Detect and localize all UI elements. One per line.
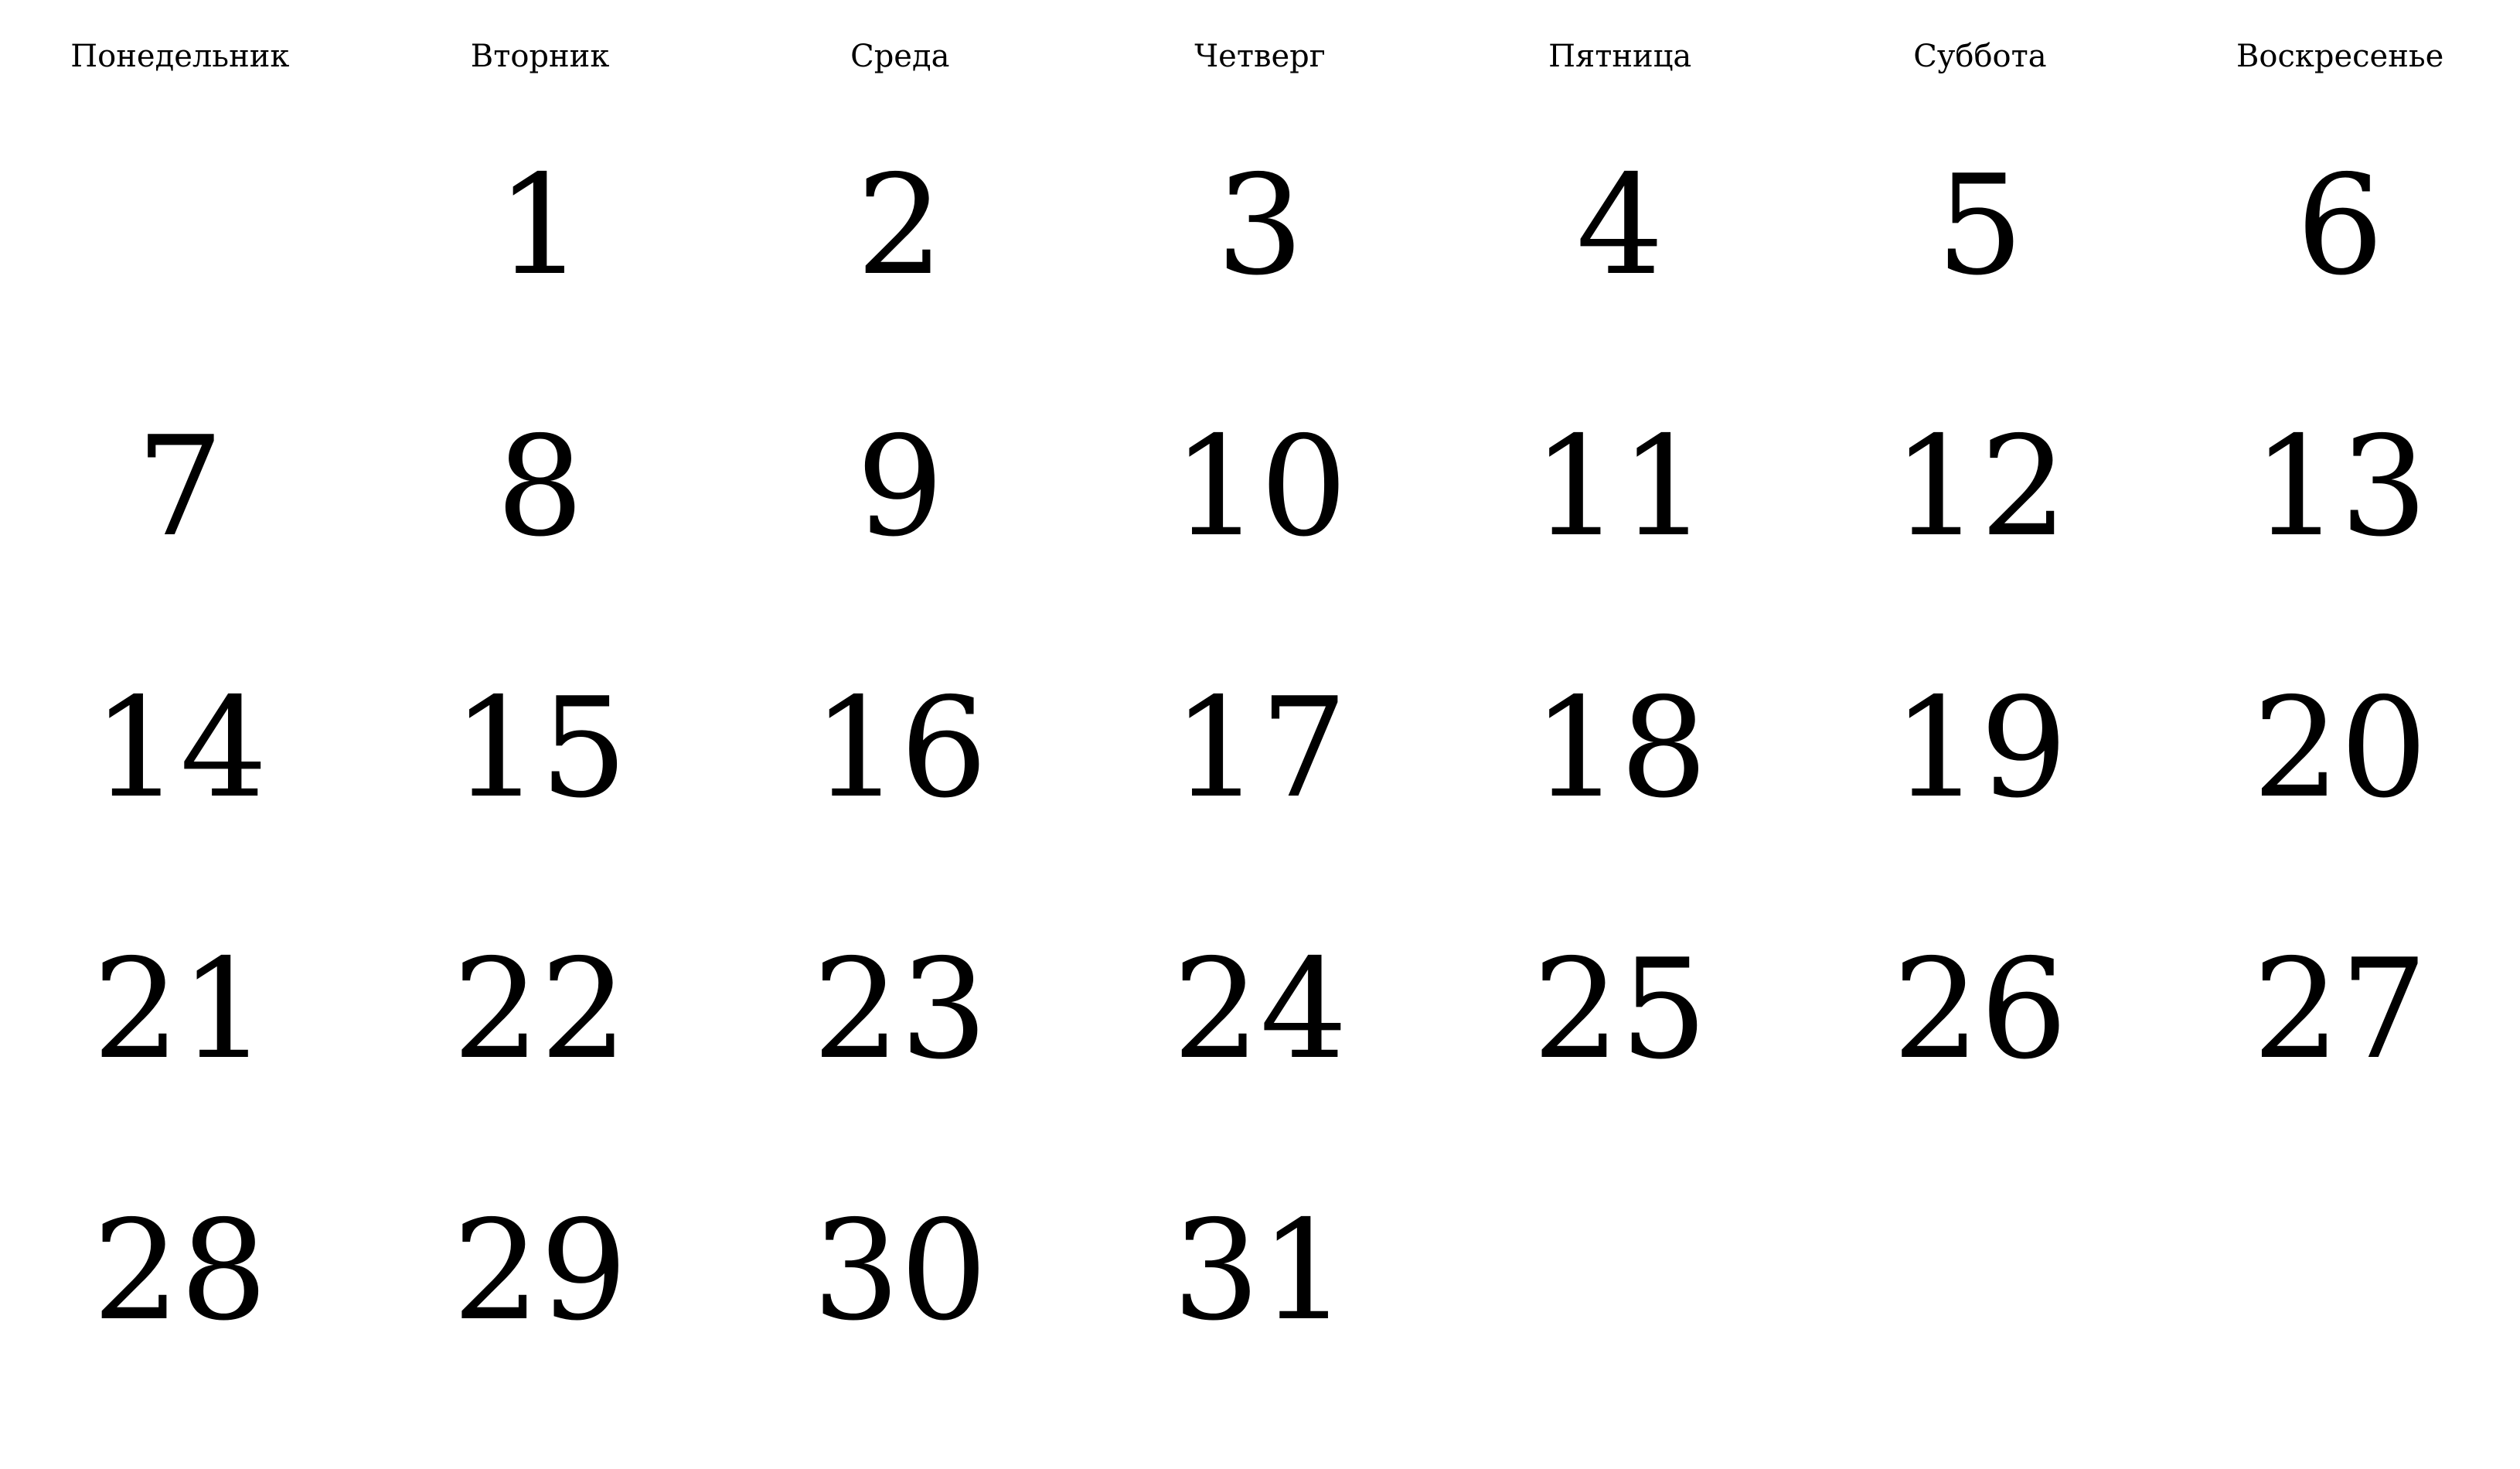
day-cell: 11 bbox=[1532, 407, 1708, 567]
day-cell: 17 bbox=[1172, 668, 1348, 828]
day-cell: 30 bbox=[812, 1191, 988, 1351]
weekday-thursday: Четверг bbox=[1194, 39, 1326, 74]
weekday-tuesday: Вторник bbox=[470, 39, 610, 74]
day-cell: 20 bbox=[2252, 668, 2428, 828]
day-cell: 21 bbox=[92, 929, 268, 1089]
day-cell: 22 bbox=[452, 929, 628, 1089]
weekday-wednesday: Среда bbox=[850, 39, 950, 74]
day-cell: 13 bbox=[2252, 407, 2428, 567]
day-cell: 16 bbox=[812, 668, 988, 828]
day-cell: 31 bbox=[1172, 1191, 1348, 1351]
day-cell: 12 bbox=[1892, 407, 2068, 567]
weekday-friday: Пятница bbox=[1548, 39, 1692, 74]
day-cell: 26 bbox=[1892, 929, 2068, 1089]
days-grid bbox=[0, 135, 2520, 1442]
day-cell: 24 bbox=[1172, 929, 1348, 1089]
day-cell: 14 bbox=[92, 668, 268, 828]
day-cell: 27 bbox=[2252, 929, 2428, 1089]
day-cell: 2 bbox=[856, 145, 944, 305]
day-cell: 25 bbox=[1532, 929, 1708, 1089]
day-cell: 23 bbox=[812, 929, 988, 1089]
weekday-sunday: Воскресенье bbox=[2236, 39, 2444, 74]
day-cell: 4 bbox=[1576, 145, 1664, 305]
day-cell: 10 bbox=[1172, 407, 1348, 567]
day-cell: 19 bbox=[1892, 668, 2068, 828]
day-cell: 8 bbox=[495, 407, 584, 567]
weekday-monday: Понедельник bbox=[70, 39, 290, 74]
weekday-header-row bbox=[0, 29, 2520, 84]
day-cell: 5 bbox=[1936, 145, 2025, 305]
day-cell: 7 bbox=[136, 407, 224, 567]
day-cell: 29 bbox=[452, 1191, 628, 1351]
day-cell: 1 bbox=[495, 145, 584, 305]
day-cell: 6 bbox=[2296, 145, 2384, 305]
day-cell: 3 bbox=[1216, 145, 1304, 305]
day-cell: 28 bbox=[92, 1191, 268, 1351]
weekday-saturday: Суббота bbox=[1913, 39, 2047, 74]
day-cell: 9 bbox=[856, 407, 944, 567]
day-cell: 15 bbox=[452, 668, 628, 828]
day-cell: 18 bbox=[1532, 668, 1708, 828]
